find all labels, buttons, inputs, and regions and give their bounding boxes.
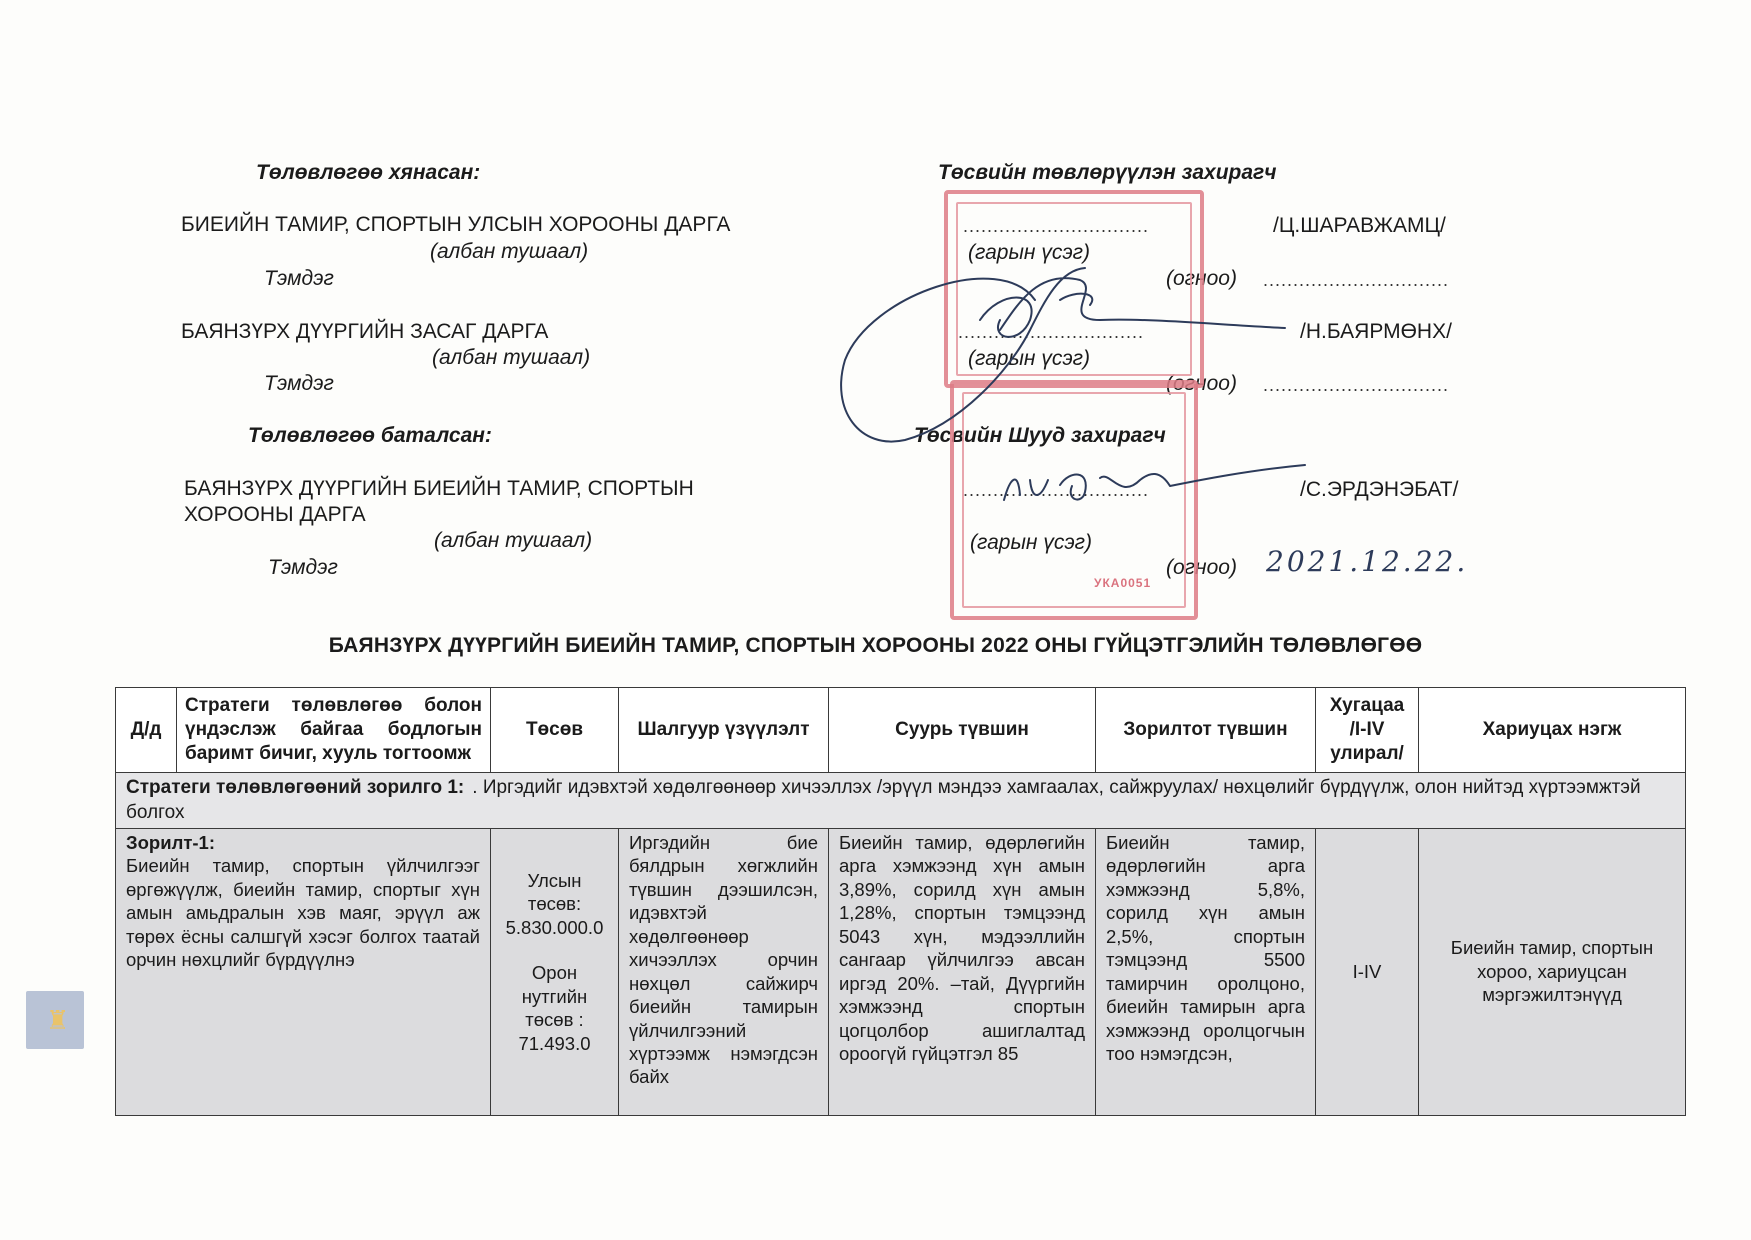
seal-stamp-upper [944, 190, 1204, 388]
seal-stamp-code: УКА0051 [1094, 576, 1152, 590]
signatory-2-sign-label: (гарын үсэг) [968, 347, 1090, 370]
seal-stamp-lower [950, 380, 1198, 620]
signatory-1-sign-dots: ............................... [963, 216, 1150, 236]
signatory-1-seal-label: Тэмдэг [264, 267, 334, 290]
signatory-3-org-line2: ХОРООНЫ ДАРГА [184, 503, 366, 526]
approved-heading: Төлөвлөгөө баталсан: [248, 424, 492, 447]
signatory-2-position-label: (албан тушаал) [432, 346, 591, 369]
signatory-2-date-dots: ............................... [1263, 375, 1450, 395]
col-header-target: Зорилтот түвшин [1096, 688, 1316, 773]
signatory-1-date-label: (огноо) [1166, 267, 1237, 290]
seal-stamp-lower-border [962, 392, 1186, 608]
signatory-3-name: /С.ЭРДЭНЭБАТ/ [1300, 478, 1459, 501]
col-header-budget: Төсөв [491, 688, 619, 773]
signatory-3-date-value: 2021.12.22. [1266, 545, 1469, 578]
reviewed-heading: Төлөвлөгөө хянасан: [256, 161, 481, 184]
signatory-2-org: БАЯНЗҮРХ ДҮҮРГИЙН ЗАСАГ ДАРГА [181, 320, 549, 343]
budget-state-value: 5.830.000.0 [505, 916, 604, 938]
col-header-indicator: Шалгуур үзүүлэлт [619, 688, 829, 773]
signatory-3-position-label: (албан тушаал) [434, 529, 593, 552]
emblem-badge-icon [26, 991, 84, 1049]
objective-text: Биеийн тамир, спортын үйлчилгээг өргөжүүлж, биеийн тамир, спортыг хүн амын амьдралын хэв маяг, эрүүл аж төрөх ёсны салшгүй хэсэг болгох таатай орчин нөхцлийг бүрдүүлнэ [126, 855, 480, 971]
document-title: БАЯНЗҮРХ ДҮҮРГИЙН БИЕИЙН ТАМИР, СПОРТЫН ХОРООНЫ 2022 ОНЫ ГҮЙЦЭТГЭЛИЙН ТӨЛӨВЛӨГӨӨ [328, 634, 1423, 657]
signatory-1-date-dots: ............................... [1263, 270, 1450, 290]
strategic-goal-row [116, 773, 1686, 828]
signatory-1-sign-label: (гарын үсэг) [968, 241, 1090, 264]
table-row [116, 828, 1686, 1115]
target-cell: Биеийн тамир, өдөрлөгийн арга хэмжээнд 5,8%, сорилд хүн амын 2,5%, спортын тэмцээнд 5500 тамирчин оролцоно, биеийн тамирын арга хэмжээнд оролцогчын тоо нэмэгдсэн, [1096, 828, 1316, 1115]
plan-table [115, 687, 1686, 1116]
period-cell: I-IV [1316, 828, 1419, 1115]
strategic-goal-cell [116, 773, 1686, 828]
objective-label: Зорилт-1: [126, 831, 215, 853]
col-header-responsible: Хариуцах нэгж [1419, 688, 1686, 773]
baseline-cell: Биеийн тамир, өдөрлөгийн арга хэмжээнд хүн амын 3,89%, сорилд хүн амын 1,28%, спортын тэмцээнд 5043 хүн, мэдээллийн сангаар үйлчилгээ авсан иргэд 20%. –тай, Дүүргийн хэмжээнд спортын цогцолбор ашиглалтад ороогүй гүйцэтгэл 85 [829, 828, 1096, 1115]
direct-manager-heading: Төсвийн Шууд захирагч [914, 424, 1166, 447]
budget-local-label: Орон нутгийн төсөв : [521, 962, 588, 1031]
strategic-goal-label: Стратеги төлөвлөгөөний зорилго 1: [126, 777, 465, 799]
signatory-3-sign-dots: ............................... [963, 480, 1150, 500]
signatory-2-date-label: (огноо) [1166, 372, 1237, 395]
budget-state-label: Улсын төсөв: [527, 869, 582, 915]
responsible-cell: Биеийн тамир, спортын хороо, хариуцсан мэргэжилтэнүүд [1419, 828, 1686, 1115]
signatory-1-name: /Ц.ШАРАВЖАМЦ/ [1273, 214, 1446, 237]
budget-cell [491, 828, 619, 1115]
table-header-row [116, 688, 1686, 773]
signatory-3-seal-label: Тэмдэг [268, 556, 338, 579]
col-header-strategy: Стратеги төлөвлөгөө болон үндэслэж байгаа бодлогын баримт бичиг, хууль тогтоомж [177, 688, 491, 773]
signatory-2-name: /Н.БАЯРМӨНХ/ [1300, 320, 1452, 343]
col-header-number: Д/д [116, 688, 177, 773]
emblem-glyph-icon: ♜ [46, 1005, 70, 1035]
signatory-2-sign-dots: ............................... [958, 322, 1145, 342]
indicator-cell: Иргэдийн бие бялдрын хөгжлийн түвшин дээшилсэн, идэвхтэй хөдөлгөөнөөр хичээллэх орчин нөхцөл сайжирч биеийн тамирын үйлчилгээний хүртээмж нэмэгдсэн байх [619, 828, 829, 1115]
col-header-period: Хугацаа /I-IV улирал/ [1316, 688, 1419, 773]
signatory-1-org: БИЕИЙН ТАМИР, СПОРТЫН УЛСЫН ХОРООНЫ ДАРГА [181, 213, 731, 236]
objective-cell [116, 828, 491, 1115]
budget-local-value: 71.493.0 [518, 1032, 591, 1054]
col-header-baseline: Суурь түвшин [829, 688, 1096, 773]
seal-stamp-upper-border [956, 202, 1192, 376]
signatory-1-position-label: (албан тушаал) [430, 240, 589, 263]
signatory-3-date-label: (огноо) [1166, 556, 1237, 579]
signatory-3-org-line1: БАЯНЗҮРХ ДҮҮРГИЙН БИЕИЙН ТАМИР, СПОРТЫН [184, 477, 694, 500]
signatory-3-sign-label: (гарын үсэг) [970, 531, 1092, 554]
strategic-goal-text: . Иргэдийг идэвхтэй хөдөлгөөнөөр хичээллэх /эрүүл мэндээ хамгаалах, сайжруулах/ нөхцөлийг бүрдүүлж, олон нийтэд хүртээмжтэй болгох [126, 777, 1641, 823]
budget-manager-heading: Төсвийн төвлөрүүлэн захирагч [938, 161, 1277, 184]
signatory-2-seal-label: Тэмдэг [264, 372, 334, 395]
